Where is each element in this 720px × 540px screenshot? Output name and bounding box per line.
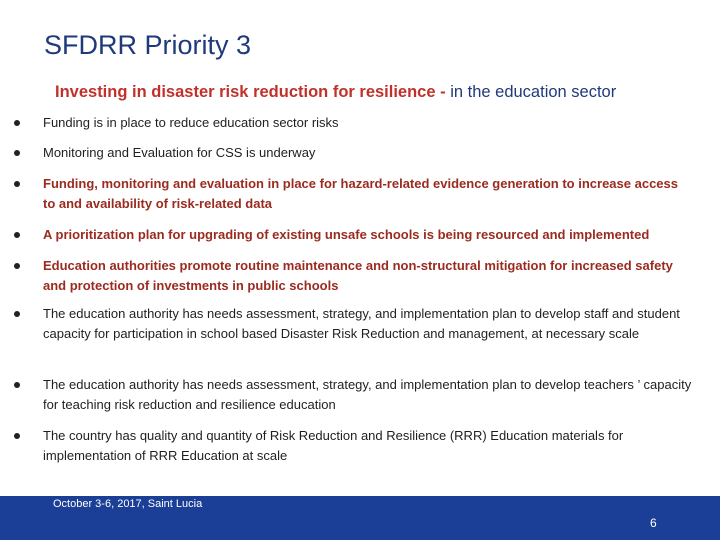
page-number: 6 [650, 516, 657, 530]
bullet-icon [14, 311, 20, 317]
slide-subtitle [55, 83, 616, 102]
footer-line-1: Model Safe School Programme Training [53, 484, 249, 496]
footer-line-2: October 3-6, 2017, Saint Lucia [53, 498, 203, 510]
bullet-text: The education authority has needs assessment, strategy, and implementation plan to develop staff and student capacity for participation in school based Disaster Risk Reduction and management, at necessary scale [43, 306, 680, 341]
footer-info [53, 483, 248, 511]
slide-title: SFDRR Priority 3 [44, 30, 252, 60]
bullet-text: A prioritization plan for upgrading of existing unsafe schools is being resourced and implemented [43, 227, 650, 242]
bullet-icon [14, 382, 20, 388]
bullet-text: The education authority has needs assessment, strategy, and implementation plan to develop teachers ’ capacity for teaching risk reduction and resilience education [43, 377, 692, 412]
bullet-icon [14, 232, 20, 238]
bullet-text: Funding is in place to reduce education sector risks [43, 115, 339, 130]
bullet-text: Funding, monitoring and evaluation in place for hazard-related evidence generation to increase access to and availability of risk-related data [43, 176, 678, 211]
bullet-icon [14, 433, 20, 439]
bullet-text: Education authorities promote routine maintenance and non-structural mitigation for increased safety and protection of investments in public schools [43, 258, 673, 293]
bullet-icon [14, 150, 20, 156]
subtitle-plain: in the education sector [450, 83, 617, 101]
subtitle-bold: Investing in disaster risk reduction for resilience - [55, 83, 451, 101]
bullet-icon [14, 263, 20, 269]
bullet-text: The country has quality and quantity of Risk Reduction and Resilience (RRR) Education materials for implementation of RRR Education at scale [43, 428, 624, 463]
bullet-text: Monitoring and Evaluation for CSS is underway [43, 145, 316, 160]
bullet-icon [14, 181, 20, 187]
bullet-icon [14, 120, 20, 126]
